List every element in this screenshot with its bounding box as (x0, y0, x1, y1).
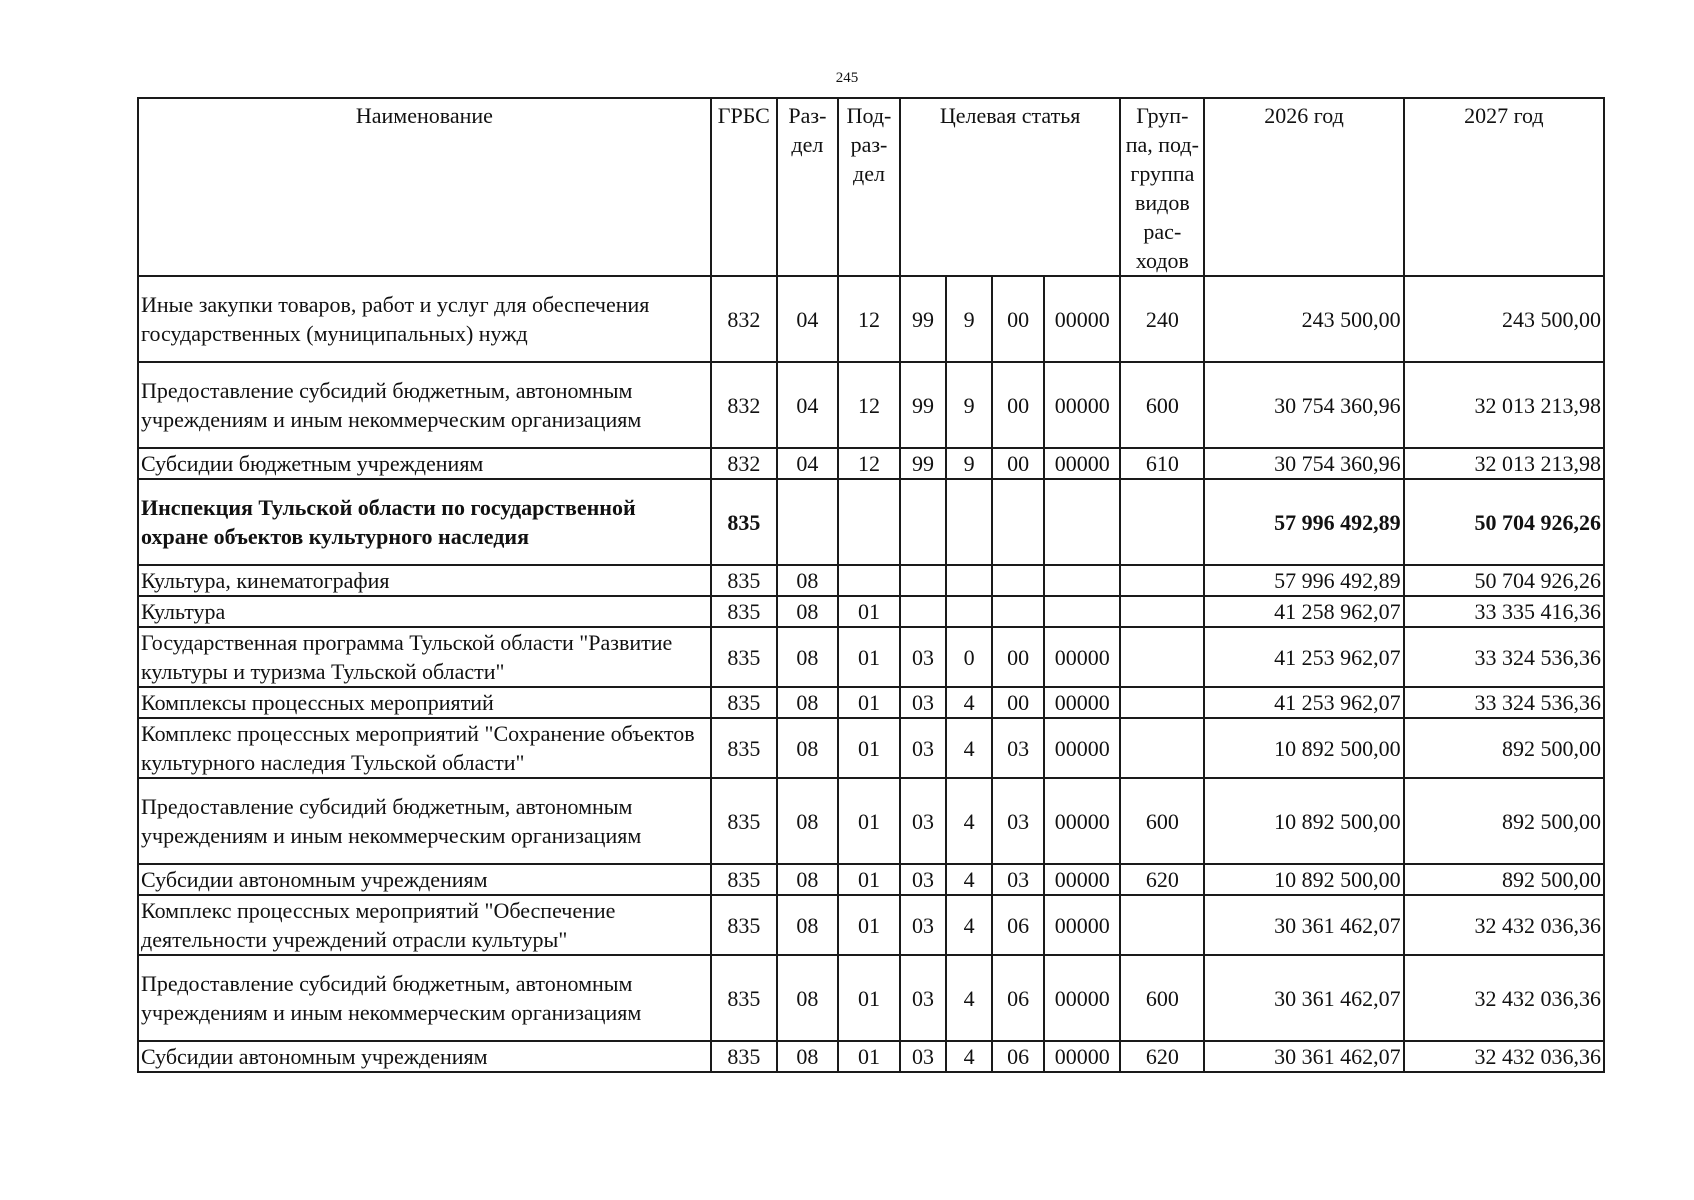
cell-target-element: 03 (992, 778, 1044, 864)
cell-razdel: 08 (777, 1041, 838, 1072)
cell-amount-2026: 41 253 962,07 (1204, 687, 1403, 718)
cell-amount-2027: 50 704 926,26 (1404, 565, 1604, 596)
cell-podrazdel: 01 (838, 627, 900, 687)
cell-grbs: 835 (711, 479, 777, 565)
header-name: Наименование (138, 98, 711, 276)
header-razdel: Раз- дел (777, 98, 838, 276)
cell-target-direction: 00000 (1044, 778, 1120, 864)
cell-target-program: 99 (900, 276, 946, 362)
cell-grbs: 832 (711, 276, 777, 362)
table-row (138, 479, 1604, 565)
table-row (138, 362, 1604, 448)
cell-expense-group (1120, 627, 1204, 687)
cell-amount-2027: 32 013 213,98 (1404, 448, 1604, 479)
cell-name: Предоставление субсидий бюджетным, автономным учреждениям и иным некоммерческим организациям (138, 955, 711, 1041)
cell-name: Субсидии бюджетным учреждениям (138, 448, 711, 479)
cell-grbs: 832 (711, 448, 777, 479)
cell-target-type: 9 (946, 362, 992, 448)
cell-amount-2027: 892 500,00 (1404, 778, 1604, 864)
cell-target-program: 99 (900, 448, 946, 479)
cell-target-element: 03 (992, 864, 1044, 895)
cell-amount-2026: 30 754 360,96 (1204, 448, 1403, 479)
cell-target-direction: 00000 (1044, 864, 1120, 895)
header-target-article: Целевая статья (900, 98, 1120, 276)
cell-expense-group: 240 (1120, 276, 1204, 362)
cell-razdel: 04 (777, 448, 838, 479)
cell-target-type: 9 (946, 448, 992, 479)
cell-grbs: 832 (711, 362, 777, 448)
cell-name: Культура (138, 596, 711, 627)
cell-podrazdel: 01 (838, 687, 900, 718)
cell-name: Государственная программа Тульской области "Развитие культуры и туризма Тульской области" (138, 627, 711, 687)
cell-target-direction: 00000 (1044, 448, 1120, 479)
cell-target-direction (1044, 479, 1120, 565)
table-row (138, 627, 1604, 687)
table-body (138, 276, 1604, 1072)
cell-grbs: 835 (711, 565, 777, 596)
cell-podrazdel: 01 (838, 718, 900, 778)
cell-expense-group (1120, 718, 1204, 778)
header-podrazdel: Под- раз- дел (838, 98, 900, 276)
cell-target-direction: 00000 (1044, 718, 1120, 778)
cell-target-type: 4 (946, 955, 992, 1041)
cell-amount-2026: 41 253 962,07 (1204, 627, 1403, 687)
cell-expense-group: 620 (1120, 864, 1204, 895)
cell-target-element: 00 (992, 362, 1044, 448)
cell-name: Комплексы процессных мероприятий (138, 687, 711, 718)
cell-amount-2027: 50 704 926,26 (1404, 479, 1604, 565)
cell-amount-2027: 892 500,00 (1404, 864, 1604, 895)
table-row (138, 778, 1604, 864)
cell-target-program: 03 (900, 864, 946, 895)
cell-target-program: 03 (900, 955, 946, 1041)
cell-target-program: 03 (900, 687, 946, 718)
cell-amount-2026: 243 500,00 (1204, 276, 1403, 362)
cell-grbs: 835 (711, 596, 777, 627)
cell-target-element: 06 (992, 895, 1044, 955)
cell-podrazdel: 01 (838, 955, 900, 1041)
cell-amount-2027: 33 324 536,36 (1404, 627, 1604, 687)
cell-expense-group (1120, 687, 1204, 718)
cell-razdel: 08 (777, 864, 838, 895)
cell-target-type (946, 596, 992, 627)
cell-grbs: 835 (711, 687, 777, 718)
cell-target-program (900, 596, 946, 627)
cell-amount-2027: 32 432 036,36 (1404, 955, 1604, 1041)
cell-target-element: 06 (992, 1041, 1044, 1072)
header-expense-group: Груп- па, под- группа видов рас- ходов (1120, 98, 1204, 276)
cell-name: Предоставление субсидий бюджетным, автономным учреждениям и иным некоммерческим организациям (138, 778, 711, 864)
cell-expense-group (1120, 565, 1204, 596)
cell-grbs: 835 (711, 627, 777, 687)
cell-name: Субсидии автономным учреждениям (138, 864, 711, 895)
cell-amount-2027: 33 335 416,36 (1404, 596, 1604, 627)
cell-amount-2026: 30 361 462,07 (1204, 895, 1403, 955)
cell-target-program (900, 565, 946, 596)
cell-target-direction (1044, 565, 1120, 596)
cell-target-type: 4 (946, 687, 992, 718)
table-row (138, 895, 1604, 955)
cell-target-direction: 00000 (1044, 1041, 1120, 1072)
cell-target-element (992, 565, 1044, 596)
cell-amount-2026: 57 996 492,89 (1204, 479, 1403, 565)
cell-name: Культура, кинематография (138, 565, 711, 596)
cell-name: Комплекс процессных мероприятий "Сохранение объектов культурного наследия Тульской области" (138, 718, 711, 778)
header-year-2026: 2026 год (1204, 98, 1403, 276)
table-row (138, 687, 1604, 718)
cell-target-type: 9 (946, 276, 992, 362)
cell-target-program (900, 479, 946, 565)
cell-target-element: 00 (992, 687, 1044, 718)
cell-grbs: 835 (711, 1041, 777, 1072)
cell-grbs: 835 (711, 864, 777, 895)
cell-name: Предоставление субсидий бюджетным, автономным учреждениям и иным некоммерческим организациям (138, 362, 711, 448)
table-row (138, 864, 1604, 895)
cell-target-program: 03 (900, 627, 946, 687)
cell-target-element: 00 (992, 627, 1044, 687)
cell-razdel: 08 (777, 955, 838, 1041)
cell-amount-2026: 57 996 492,89 (1204, 565, 1403, 596)
cell-target-element: 00 (992, 276, 1044, 362)
cell-podrazdel: 12 (838, 362, 900, 448)
cell-target-type: 4 (946, 778, 992, 864)
budget-table (137, 97, 1605, 1073)
cell-target-direction: 00000 (1044, 687, 1120, 718)
cell-amount-2026: 41 258 962,07 (1204, 596, 1403, 627)
cell-amount-2027: 243 500,00 (1404, 276, 1604, 362)
cell-expense-group: 600 (1120, 362, 1204, 448)
cell-target-program: 03 (900, 1041, 946, 1072)
cell-target-type (946, 479, 992, 565)
cell-target-program: 99 (900, 362, 946, 448)
cell-target-type: 0 (946, 627, 992, 687)
table-row (138, 448, 1604, 479)
cell-podrazdel: 12 (838, 276, 900, 362)
cell-amount-2027: 32 013 213,98 (1404, 362, 1604, 448)
cell-target-program: 03 (900, 895, 946, 955)
cell-podrazdel (838, 479, 900, 565)
cell-target-type: 4 (946, 1041, 992, 1072)
page-number: 245 (835, 70, 859, 86)
cell-target-direction (1044, 596, 1120, 627)
header-year-2027: 2027 год (1404, 98, 1604, 276)
cell-amount-2026: 30 361 462,07 (1204, 1041, 1403, 1072)
cell-target-program: 03 (900, 718, 946, 778)
cell-target-program: 03 (900, 778, 946, 864)
cell-name: Комплекс процессных мероприятий "Обеспечение деятельности учреждений отрасли культуры" (138, 895, 711, 955)
cell-target-direction: 00000 (1044, 895, 1120, 955)
cell-podrazdel: 01 (838, 895, 900, 955)
cell-razdel: 08 (777, 596, 838, 627)
cell-amount-2027: 32 432 036,36 (1404, 895, 1604, 955)
cell-target-direction: 00000 (1044, 955, 1120, 1041)
cell-razdel: 04 (777, 276, 838, 362)
cell-expense-group: 600 (1120, 778, 1204, 864)
cell-target-element: 00 (992, 448, 1044, 479)
table-row (138, 955, 1604, 1041)
table-row (138, 718, 1604, 778)
cell-target-direction: 00000 (1044, 362, 1120, 448)
cell-target-direction: 00000 (1044, 627, 1120, 687)
cell-amount-2026: 10 892 500,00 (1204, 864, 1403, 895)
cell-target-type: 4 (946, 895, 992, 955)
table-row (138, 276, 1604, 362)
cell-podrazdel (838, 565, 900, 596)
cell-razdel: 08 (777, 778, 838, 864)
cell-name: Иные закупки товаров, работ и услуг для обеспечения государственных (муниципальных) нужд (138, 276, 711, 362)
cell-expense-group: 600 (1120, 955, 1204, 1041)
cell-amount-2026: 10 892 500,00 (1204, 778, 1403, 864)
cell-expense-group: 620 (1120, 1041, 1204, 1072)
cell-target-element: 06 (992, 955, 1044, 1041)
cell-amount-2026: 30 754 360,96 (1204, 362, 1403, 448)
cell-razdel: 08 (777, 687, 838, 718)
cell-expense-group (1120, 596, 1204, 627)
cell-grbs: 835 (711, 895, 777, 955)
cell-target-element: 03 (992, 718, 1044, 778)
cell-amount-2027: 32 432 036,36 (1404, 1041, 1604, 1072)
cell-grbs: 835 (711, 718, 777, 778)
cell-podrazdel: 01 (838, 1041, 900, 1072)
cell-razdel: 08 (777, 895, 838, 955)
cell-target-element (992, 596, 1044, 627)
cell-amount-2026: 30 361 462,07 (1204, 955, 1403, 1041)
cell-razdel: 04 (777, 362, 838, 448)
table-header-row (138, 98, 1604, 276)
table-row (138, 565, 1604, 596)
cell-amount-2026: 10 892 500,00 (1204, 718, 1403, 778)
cell-grbs: 835 (711, 955, 777, 1041)
header-grbs: ГРБС (711, 98, 777, 276)
cell-razdel: 08 (777, 718, 838, 778)
cell-podrazdel: 01 (838, 864, 900, 895)
cell-podrazdel: 01 (838, 778, 900, 864)
cell-name: Инспекция Тульской области по государственной охране объектов культурного наследия (138, 479, 711, 565)
cell-podrazdel: 01 (838, 596, 900, 627)
cell-razdel: 08 (777, 627, 838, 687)
cell-podrazdel: 12 (838, 448, 900, 479)
cell-expense-group: 610 (1120, 448, 1204, 479)
cell-target-type: 4 (946, 718, 992, 778)
cell-amount-2027: 33 324 536,36 (1404, 687, 1604, 718)
cell-razdel (777, 479, 838, 565)
cell-grbs: 835 (711, 778, 777, 864)
cell-target-direction: 00000 (1044, 276, 1120, 362)
table-row (138, 596, 1604, 627)
cell-expense-group (1120, 479, 1204, 565)
cell-target-element (992, 479, 1044, 565)
cell-target-type (946, 565, 992, 596)
cell-target-type: 4 (946, 864, 992, 895)
cell-razdel: 08 (777, 565, 838, 596)
cell-name: Субсидии автономным учреждениям (138, 1041, 711, 1072)
table-row (138, 1041, 1604, 1072)
cell-amount-2027: 892 500,00 (1404, 718, 1604, 778)
cell-expense-group (1120, 895, 1204, 955)
